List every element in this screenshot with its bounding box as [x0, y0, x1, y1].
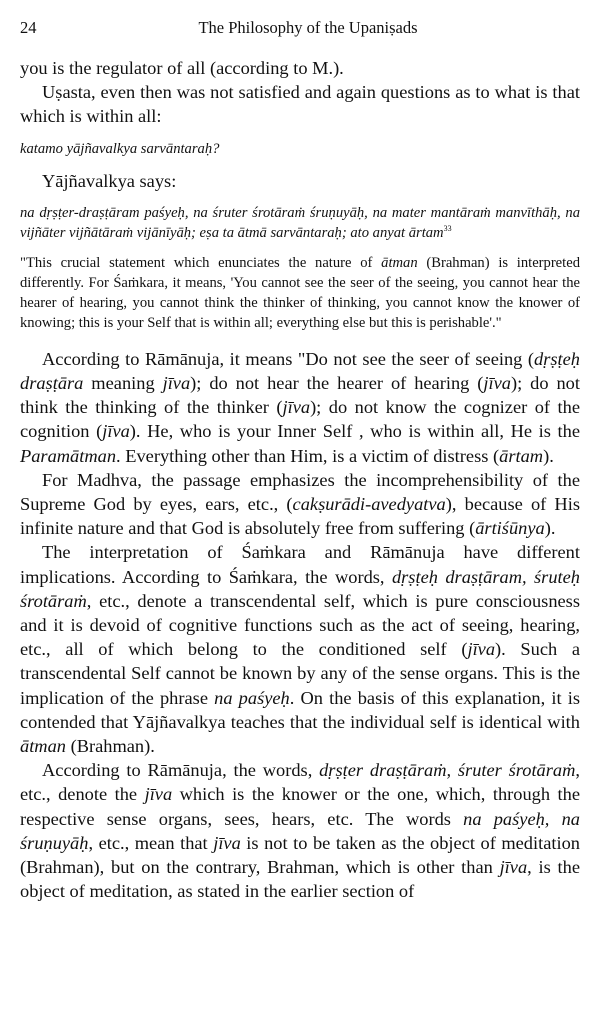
- term: Paramātman: [20, 445, 117, 466]
- text: ). He, who is your Inner Self , who is within all, He is the: [129, 421, 580, 442]
- translation-text-2: (Brahman) is interpreted differently. For Śaṁkara, it means, 'You cannot see the seer of the seeing, you cannot hear the hearer of hearing, you cannot think the thinker of thinking, you cannot know the knower of knowing; this is your Self that is within all; everything else but this is perishable'.": [20, 254, 580, 331]
- text: ); do not know the cognizer of the cognition (: [20, 397, 580, 442]
- text: ), because of His infinite nature and that God is absolutely free from suffering (: [20, 494, 580, 539]
- term: jīva: [213, 832, 241, 853]
- term: na paśyeḥ: [214, 687, 290, 708]
- paragraph-continuation: you is the regulator of all (according to M.).: [20, 58, 344, 78]
- term: ārtiśūnya: [475, 518, 545, 539]
- text: , etc., mean that: [88, 832, 214, 853]
- translation-text-1: "This crucial statement which enunciates the nature of: [20, 254, 382, 271]
- term: cakṣurādi-avedyatva: [292, 494, 446, 515]
- translation-block: [20, 253, 580, 333]
- sanskrit-quote-text: na dṛṣṭer-draṣṭāram paśyeḥ, na śruter śrotāraṁ śruṇuyāḥ, na mater mantāraṁ manvīthāḥ, na vijñāter vijñātāraṁ vijānīyāḥ; eṣa ta ātmā sarvāntaraḥ; ato anyat ārtam: [20, 204, 580, 241]
- paragraph-samkara-implications: [20, 540, 580, 758]
- footnote-marker: 33: [443, 223, 452, 233]
- term: jīva: [162, 373, 191, 394]
- page-number: 24: [20, 18, 37, 37]
- text: which is the knower or the one, which, through the respective sense organs, sees, hears, etc. The words: [20, 784, 580, 829]
- running-title: The Philosophy of the Upaniṣads: [198, 18, 418, 37]
- text: (Brahman).: [65, 736, 155, 757]
- text: , is the object of meditation, as stated in the earlier section of: [20, 857, 580, 902]
- term: jīva: [102, 421, 130, 442]
- paragraph-madhva: [20, 468, 580, 541]
- text: ).: [543, 445, 554, 466]
- sanskrit-quote: [20, 203, 580, 243]
- text: . Everything other than Him, is a victim of distress (: [116, 445, 500, 466]
- paragraph-yajnavalkya-says: Yājñavalkya says:: [42, 170, 177, 191]
- term: jīva: [467, 639, 496, 660]
- text: ). Such a transcendental Self cannot be known by any of the sense organs. This is the implication of the phrase: [20, 639, 580, 708]
- text: ); do not think the thinking of the thinker (: [20, 373, 580, 418]
- text: . On the basis of this explanation, it is contended that Yājñavalkya teaches that the individual self is identical with: [20, 687, 580, 732]
- term: jīva: [282, 397, 311, 418]
- text: According to Rāmānuja, it means "Do not see the seer of seeing (: [42, 348, 535, 369]
- running-header: [20, 18, 580, 38]
- term: jīva: [144, 784, 173, 805]
- term: na paśyeḥ, na śruṇuyāḥ: [20, 808, 580, 853]
- translation-term-atman: ātman: [381, 254, 418, 271]
- term: ātman: [20, 736, 66, 757]
- text: is not to be taken as the object of meditation (Brahman), but on the contrary, Brahman, which is other than: [20, 832, 580, 878]
- text: For Madhva, the passage emphasizes the incomprehensibility of the Supreme God by eyes, ears, etc., (: [20, 469, 580, 515]
- text: , etc., denote the: [20, 760, 580, 805]
- text: The interpretation of Śaṁkara and Rāmānuja have different implications. According to Śaṁkara, the words,: [20, 542, 580, 587]
- term: jīva: [499, 857, 528, 878]
- text: ); do not hear the hearer of hearing (: [190, 373, 484, 394]
- text: ).: [544, 518, 556, 539]
- term: dṛṣṭeḥ draṣṭāra: [20, 348, 580, 394]
- term: ārtam: [499, 445, 544, 466]
- text: meaning: [83, 373, 163, 394]
- paragraph-ramanuja-meaning: [20, 347, 580, 468]
- term: jīva: [483, 373, 511, 394]
- paragraph-usasta: Uṣasta, even then was not satisfied and again questions as to what is that which is within all:: [20, 82, 580, 127]
- text: According to Rāmānuja, the words,: [42, 760, 320, 781]
- text: , etc., denote a transcendental self, which is pure consciousness and it is devoid of cognitive functions such as the act of seeing, hearing, etc., all of which belong to the conditioned self (: [20, 590, 580, 660]
- sanskrit-question: katamo yājñavalkya sarvāntaraḥ?: [20, 140, 220, 157]
- term: dṛṣṭer draṣṭāraṁ, śruter śrotāraṁ: [319, 760, 576, 781]
- term: dṛṣṭeḥ draṣṭāram, śruteḥ śrotāraṁ: [20, 566, 580, 611]
- paragraph-ramanuja-words: [20, 758, 580, 903]
